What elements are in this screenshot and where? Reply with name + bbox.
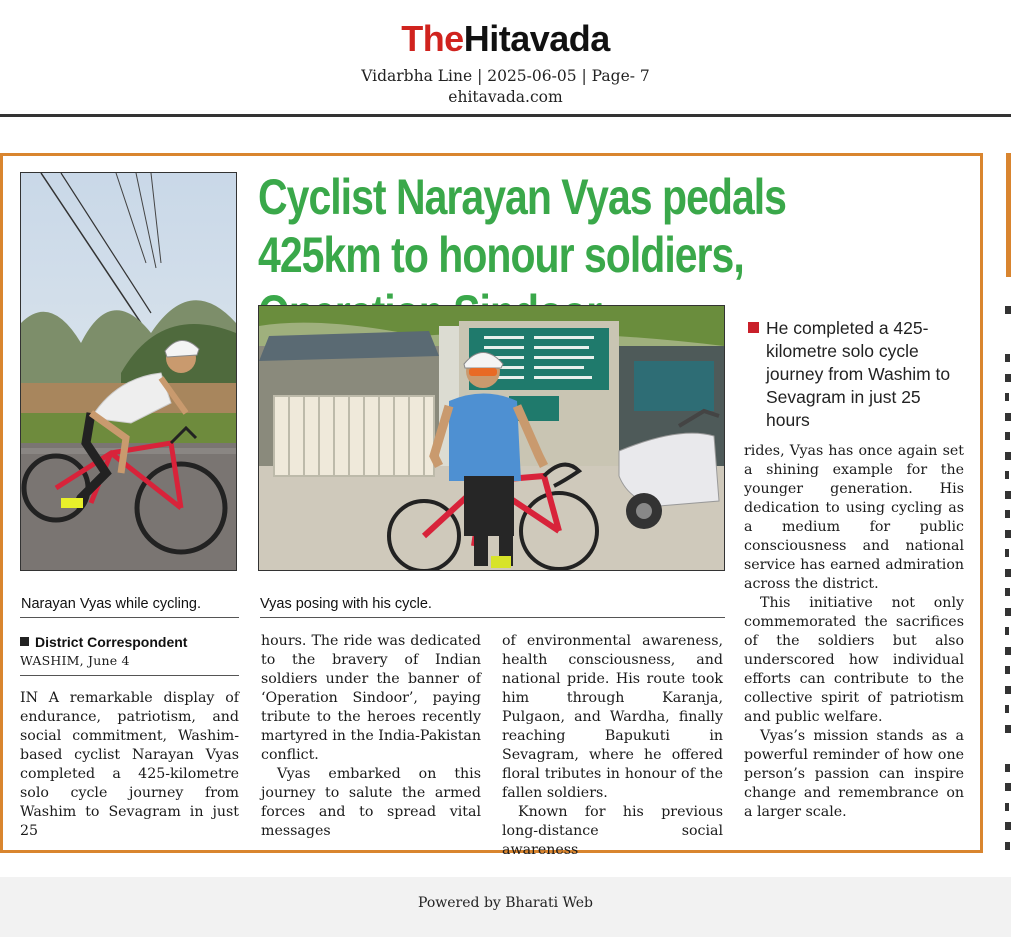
caption-rule-left [20, 617, 239, 618]
paragraph: Vyas embarked on this journey to salute the armed forces and to spread vital messages [261, 766, 481, 839]
body-column-1 [20, 689, 239, 841]
paragraph: IN A remarkable display of endurance, patriotism, and social commitment, Washim-based cyclist Narayan Vyas completed a 425-kilometre solo cycle journey from Washim to Sevagram in just 25 [20, 690, 239, 839]
body-column-2 [261, 632, 481, 841]
body-column-3 [502, 632, 723, 860]
paragraph: Vyas’s mission stands as a powerful reminder of how one person’s passion can inspire change and remembrance on a larger scale. [744, 728, 964, 820]
clipped-text-texture [1005, 296, 1011, 856]
byline-text: District Correspondent [35, 634, 188, 650]
cyclist-riding-image [21, 173, 236, 570]
posing-with-cycle-image [259, 306, 724, 570]
byline-square-icon [20, 637, 29, 646]
website-link[interactable]: ehitavada.com [448, 88, 563, 106]
paragraph: Known for his previous long-distance social awareness [502, 804, 723, 858]
body-column-4 [744, 442, 964, 822]
pull-quote [748, 317, 963, 432]
photo-cyclist-riding[interactable] [20, 172, 237, 571]
header-divider [0, 114, 1011, 117]
pull-quote-text: He completed a 425-kilometre solo cycle journey from Washim to Sevagram in just 25 hours [766, 318, 951, 430]
paragraph: hours. The ride was dedicated to the bravery of Indian soldiers under the banner of ‘Operation Sindoor’, paying tribute to the heroes recently martyred in the India-Pakistan conflict. [261, 633, 481, 763]
caption-photo-right: Vyas posing with his cycle. [260, 596, 432, 612]
bullet-square-icon [748, 322, 759, 333]
caption-rule-right [260, 617, 725, 618]
edition-line: Vidarbha Line | 2025-06-05 | Page- 7 [361, 67, 650, 85]
paragraph: This initiative not only commemorated the sacrifices of the soldiers but also underscored how individual efforts can contribute to the collective spirit of patriotism and public welfare. [744, 595, 964, 725]
byline [20, 634, 187, 650]
photo-posing-with-cycle[interactable] [258, 305, 725, 571]
newspaper-logo[interactable] [0, 18, 1011, 60]
logo-the: The [401, 18, 464, 59]
caption-photo-left: Narayan Vyas while cycling. [21, 596, 201, 612]
logo-name: Hitavada [463, 18, 610, 59]
article-headline: Cyclist Narayan Vyas pedals 425km to honour soldiers, [258, 169, 787, 283]
masthead [0, 0, 1011, 118]
powered-by-link[interactable]: Powered by Bharati Web [418, 895, 593, 911]
paragraph: rides, Vyas has once again set a shining example for the younger generation. His dedication to using cycling as a medium for public consciousness and national service has earned admiration across the district. [744, 443, 964, 592]
dateline: WASHIM, June 4 [20, 653, 130, 668]
adjacent-article-border [1006, 153, 1011, 277]
paragraph: of environmental awareness, health consciousness, and national pride. His route took him through Karanja, Pulgaon, and Wardha, finally reaching Bapukuti in Sevagram, where he offered floral tributes in honour of the fallen soldiers. [502, 633, 723, 801]
adjacent-article-clip [1005, 296, 1011, 856]
byline-rule [20, 675, 239, 676]
